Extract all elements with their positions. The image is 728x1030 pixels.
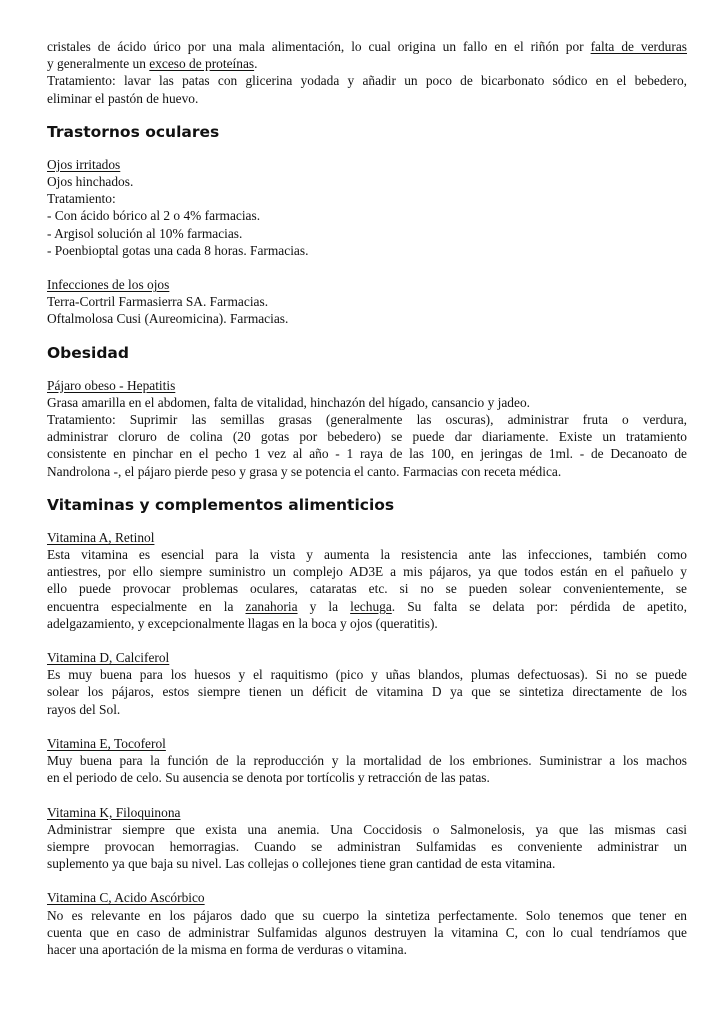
link-exceso-de-proteinas[interactable]: exceso de proteínas	[149, 56, 255, 72]
list-item: Ojos hinchados.	[47, 174, 134, 190]
text-line: antiestres, por ello siempre suministro un complejo AD3E a mis pájaros, ya que todos están en el pañuelo y	[47, 564, 687, 580]
text-line: Grasa amarilla en el abdomen, falta de vitalidad, hinchazón del hígado, cansancio y jadeo.	[47, 394, 530, 410]
intro-line-4: eliminar el pastón de huevo.	[47, 90, 199, 106]
text-line: solear los pájaros, estos siempre tienen un déficit de vitamina D ya que se sintetiza directamente de los	[47, 684, 687, 700]
intro-paragraph	[47, 38, 687, 107]
section-vitamina-k	[47, 804, 687, 873]
section-vitamina-e	[47, 735, 687, 787]
section-pajaro-obeso	[47, 377, 687, 480]
list-item: - Argisol solución al 10% farmacias.	[47, 225, 243, 241]
section-vitamina-d	[47, 649, 687, 718]
subtitle-pajaro-obeso: Pájaro obeso - Hepatitis	[47, 377, 176, 393]
text-line: No es relevante en los pájaros dado que su cuerpo la sintetiza perfectamente. Solo tenemos que tener en	[47, 907, 687, 923]
text-line: hacer una aportación de la misma en forma de verduras o vitamina.	[47, 941, 407, 957]
heading-vitaminas: Vitaminas y complementos alimenticios	[47, 495, 395, 514]
text-line: Esta vitamina es esencial para la vista y aumenta la resistencia ante las infecciones, también como	[47, 547, 687, 563]
list-item: Terra-Cortril Farmasierra SA. Farmacias.	[47, 294, 269, 310]
subtitle-ojos-irritados: Ojos irritados	[47, 156, 121, 172]
text-line: Tratamiento: Suprimir las semillas grasas (generalmente las oscuras), administrar fruta o verdura,	[47, 412, 687, 428]
text-line: ello puede provocar problemas oculares, cataratas etc. si no se pueden solear convenientemente, se	[47, 581, 687, 597]
document-page	[47, 38, 687, 958]
subtitle-vitamina-d: Vitamina D, Calciferol	[47, 650, 170, 666]
link-falta-de-verduras[interactable]: falta de verduras	[590, 39, 687, 54]
text-line: consistente en pinchar en el pecho 1 vez al año - 1 raya de las 100, en jeringas de 1ml. - de Decanoato de	[47, 446, 687, 462]
text-line: suplemento ya que baja su nivel. Las collejas o collejones tiene gran cantidad de esta vitamina.	[47, 856, 556, 872]
list-item: - Con ácido bórico al 2 o 4% farmacias.	[47, 208, 261, 224]
text-line: siempre provocan hemorragias. Cuando se administran Sulfamidas es conveniente administrar un	[47, 838, 687, 854]
section-infecciones-ojos	[47, 276, 687, 328]
text-line: Muy buena para la función de la reproducción y la mortalidad de los embriones. Suministrar a los machos	[47, 753, 687, 769]
subtitle-vitamina-e: Vitamina E, Tocoferol	[47, 735, 166, 751]
section-vitamina-c	[47, 889, 687, 958]
text-line: administrar cloruro de colina (20 gotas por bebedero) se puede dar diariamente. Existe un tratamiento	[47, 429, 687, 445]
subtitle-infecciones-ojos: Infecciones de los ojos	[47, 277, 170, 293]
text-line: adelgazamiento, y excepcionalmente llagas en la boca y ojos (queratitis).	[47, 615, 438, 631]
text-line: en el periodo de celo. Su ausencia se denota por tortícolis y retracción de las patas.	[47, 770, 490, 786]
subtitle-vitamina-c: Vitamina C, Acido Ascórbico	[47, 890, 205, 906]
heading-trastornos-oculares: Trastornos oculares	[47, 122, 220, 141]
heading-obesidad: Obesidad	[47, 343, 129, 362]
subtitle-vitamina-a: Vitamina A, Retinol	[47, 529, 155, 545]
text-line: Nandrolona -, el pájaro pierde peso y grasa y se potencia el canto. Farmacias con receta médica.	[47, 463, 562, 479]
list-item: Oftalmolosa Cusi (Aureomicina). Farmacias.	[47, 311, 289, 327]
section-ojos-irritados	[47, 156, 687, 259]
section-vitamina-a	[47, 529, 687, 632]
intro-line-1: cristales de ácido úrico por una mala alimentación, lo cual origina un fallo en el riñón por falta de verduras	[47, 39, 687, 54]
link-zanahoria[interactable]: zanahoria	[245, 598, 298, 614]
subtitle-vitamina-k: Vitamina K, Filoquinona	[47, 804, 181, 820]
list-item: Tratamiento:	[47, 191, 116, 207]
intro-line-2: y generalmente un exceso de proteínas.	[47, 56, 258, 72]
text-line: encuentra especialmente en la zanahoria y la lechuga. Su falta se delata por: pérdida de apetito,	[47, 598, 687, 614]
text-line: rayos del Sol.	[47, 701, 121, 717]
text-line: Administrar siempre que exista una anemia. Una Coccidosis o Salmonelosis, ya que las mismas casi	[47, 821, 687, 837]
intro-line-3: Tratamiento: lavar las patas con glicerina yodada y añadir un poco de bicarbonato sódico en el bebedero,	[47, 73, 687, 89]
link-lechuga[interactable]: lechuga	[350, 598, 392, 614]
list-item: - Poenbioptal gotas una cada 8 horas. Farmacias.	[47, 242, 309, 258]
text-line: Es muy buena para los huesos y el raquitismo (pico y uñas blandos, plumas defectuosas). Si no se puede	[47, 667, 687, 683]
text-line: cuenta que en caso de administrar Sulfamidas algunos destruyen la vitamina C, con lo cual tendríamos que	[47, 924, 687, 940]
